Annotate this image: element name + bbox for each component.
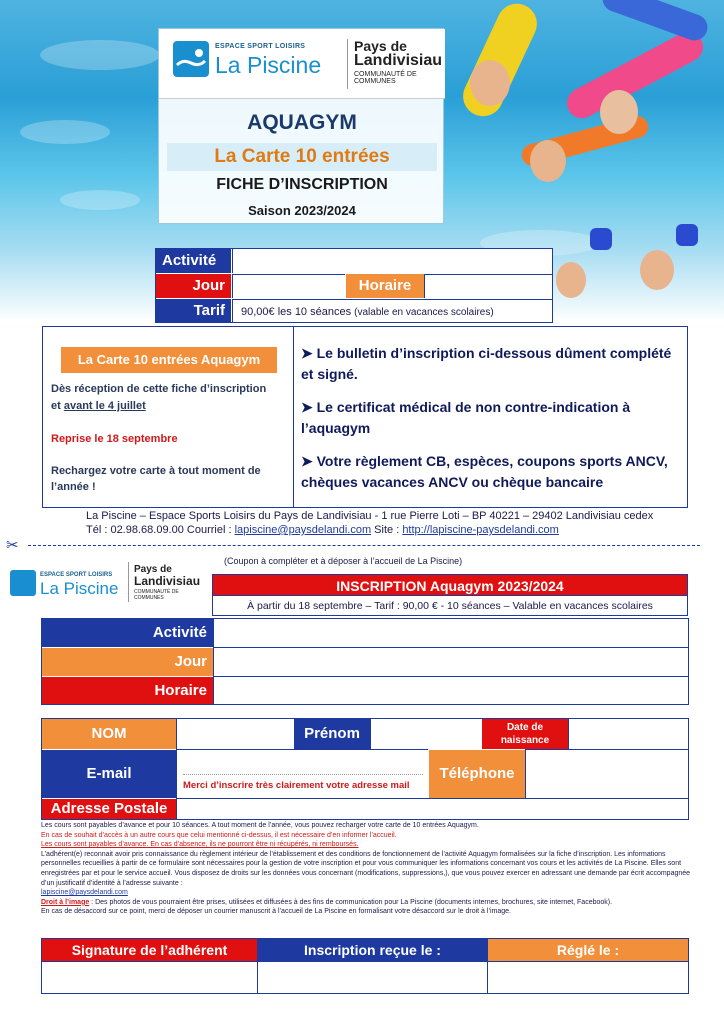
coupon-activite-field[interactable] [213,619,688,647]
legal-line1: Les cours sont payables d’avance et pour 10 séances. A tout moment de l’année, vous pouvez recharger votre carte de 10 entrées Aquagym. [41,822,479,829]
page-subtitle: La Carte 10 entrées [167,143,437,171]
activite-field[interactable] [232,249,552,273]
prenom-label: Prénom [294,719,370,749]
signature-field[interactable] [42,961,257,993]
bullet-1: ➤ Le bulletin d’inscription ci-dessous dûment complété et signé. [301,345,672,382]
tarif-note: (valable en vacances scolaires) [354,307,494,318]
swimmer-boy [640,250,674,290]
dumbbell-right [676,224,698,246]
legal-line4: L’adhérent(e) reconnait avoir pris connaissance du règlement intérieur de l’établissement et des conditions de fonctionnement de l’activité Aquagym formalisées sur la fiche d’inscription. Les informations personnelles recueillies à partir de ce formulaire sont nécessaires pour la gestion de votre inscription et pour vous communiquer les informations concernant vos cours et les activités de La Piscine. Elles sont enregistrées par et pour le service accueil. Vous disposez de droits sur les données vous concernant (modifications, suppressions,), que vous pouvez exercer en adressant une demande par écrit accompagnée d’un justificatif d’identité à l’adresse suivante : [41,850,691,887]
dumbbell-left [590,228,612,250]
swimmer-woman-2 [530,140,566,182]
title-box [158,28,444,224]
coupon-activity-form [41,618,689,705]
bullet-2: ➤ Le certificat médical de non contre-indication à l’aquagym [301,399,631,436]
legal-line7: En cas de désaccord sur ce point, merci de déposer un courrier manuscrit à l’accueil de La Piscine en formalisant votre désaccord sur le droit à l’image. [41,908,512,916]
info-left [43,327,294,507]
info-heading: La Carte 10 entrées Aquagym [61,347,277,373]
legal-line2: En cas de souhait d’accès à un autre cours que celui mentionné ci-dessus, il est nécessaire d’en informer l’accueil. [41,831,397,839]
email-hint: Merci d’inscrire très clairement votre adresse mail [183,780,410,791]
cut-line [28,545,700,546]
adresse-label: Adresse Postale [42,799,176,819]
coupon-logo-communaute: COMMUNAUTÉ DE COMMUNES [134,589,179,601]
saison-label: Saison 2023/2024 [248,203,356,218]
info-line1: Dès réception de cette fiche d’inscription [51,383,267,395]
email-field[interactable] [176,749,428,798]
logo-bar [159,29,445,99]
recharge-text: Rechargez votre carte à tout moment de l’année ! [51,465,261,493]
logo-espace: ESPACE SPORT LOISIRS [215,43,306,50]
fiche-heading: FICHE D’INSCRIPTION [216,176,388,193]
regle-field[interactable] [487,961,688,993]
signature-label: Signature de l’adhérent [42,939,257,961]
legal-line3: Les cours sont payables d’avance. En cas d’absence, ils ne pourront être ni récupérés, ni remboursés. [41,841,359,849]
coupon-title: INSCRIPTION Aquagym 2023/2024 [212,574,688,596]
swimmer-man [470,60,510,106]
telephone-label: Téléphone [429,750,525,798]
coupon-jour-label: Jour [42,648,213,676]
regle-label: Réglé le : [487,939,688,961]
bullet-3: ➤ Votre règlement CB, espèces, coupons sports ANCV, chèques vacances ANCV ou chèque bancaire [301,453,668,490]
legal-email[interactable]: lapiscine@paysdelandi.com [41,889,128,897]
arrow-icon: ➤ [301,399,317,415]
signature-table [41,938,689,994]
adresse-field[interactable] [176,798,688,819]
horaire-label: Horaire [346,274,424,298]
naissance-label: Date de naissance [482,719,568,749]
deadline: avant le 4 juillet [63,400,146,412]
swimmer-icon [10,570,36,596]
horaire-field[interactable] [424,274,552,298]
contact-line: Tél : 02.98.68.09.00 Courriel : lapiscine@paysdelandi.com Site : http://lapiscine-paysdelandi.com [86,524,559,536]
swimmer-woman [600,90,638,134]
tarif-label: Tarif [156,299,231,323]
top-form [155,248,553,323]
coupon-jour-field[interactable] [213,647,688,676]
jour-label: Jour [156,274,231,298]
prenom-field[interactable] [370,719,482,749]
page-title: AQUAGYM [247,111,357,134]
coupon-logo [10,562,205,608]
recue-field[interactable] [257,961,487,993]
tarif-field [232,299,552,323]
tarif-text: 90,00€ les 10 séances [241,306,352,318]
coupon-logo-espace: ESPACE SPORT LOISIRS [40,572,113,578]
swimmer-girl [556,262,586,298]
coupon-horaire-label: Horaire [42,677,213,704]
arrow-icon: ➤ [301,453,317,469]
info-box [42,326,688,508]
coupon-logo-piscine: La Piscine [40,579,119,598]
info-line2: et avant le 4 juillet [51,400,146,412]
legal-text [41,821,691,917]
logo-piscine: La Piscine [215,52,322,78]
swimmer-icon [173,41,209,77]
coupon-activite-label: Activité [42,619,213,647]
personal-info-form [41,718,689,820]
site-link[interactable]: http://lapiscine-paysdelandi.com [402,524,559,536]
logo-communaute: COMMUNAUTÉ DE COMMUNES [354,71,417,85]
reprise-text: Reprise le 18 septembre [51,433,178,445]
activite-label: Activité [156,249,231,273]
la-piscine-logo [173,41,323,89]
coupon-logo-pays: Pays de [134,564,172,575]
coupon-logo-landivisiau: Landivisiau [134,574,201,588]
address-line: La Piscine – Espace Sports Loisirs du Pays de Landivisiau - 1 rue Pierre Loti – BP 40221 – 29402 Landivisiau cedex [86,510,654,522]
recue-label: Inscription reçue le : [257,939,487,961]
logo-pays: Pays de [354,38,407,54]
nom-label: NOM [42,719,176,749]
scissors-icon: ✂ [6,537,19,554]
logo-landivisiau: Landivisiau [354,52,443,69]
telephone-field[interactable] [525,749,688,798]
pays-landivisiau-logo [347,38,443,89]
nom-field[interactable] [176,719,293,749]
coupon-subtitle: À partir du 18 septembre – Tarif : 90,00 € - 10 séances – Valable en vacances scolaires [212,596,688,616]
legal-line6: Droit à l’image : Des photos de vous pourraient être prises, utilisées et diffusées à des fins de communication pour La Piscine (documents internes, brochures, site internet, Facebook). [41,898,613,906]
noodle-yellow [457,0,544,123]
email-link[interactable]: lapiscine@paysdelandi.com [234,524,372,536]
noodle-blue [599,0,711,44]
arrow-icon: ➤ [301,345,317,361]
coupon-horaire-field[interactable] [213,676,688,704]
email-label: E-mail [42,750,176,798]
jour-field[interactable] [232,274,345,298]
coupon-note: (Coupon à compléter et à déposer à l’accueil de La Piscine) [224,556,463,566]
naissance-field[interactable] [568,719,688,749]
